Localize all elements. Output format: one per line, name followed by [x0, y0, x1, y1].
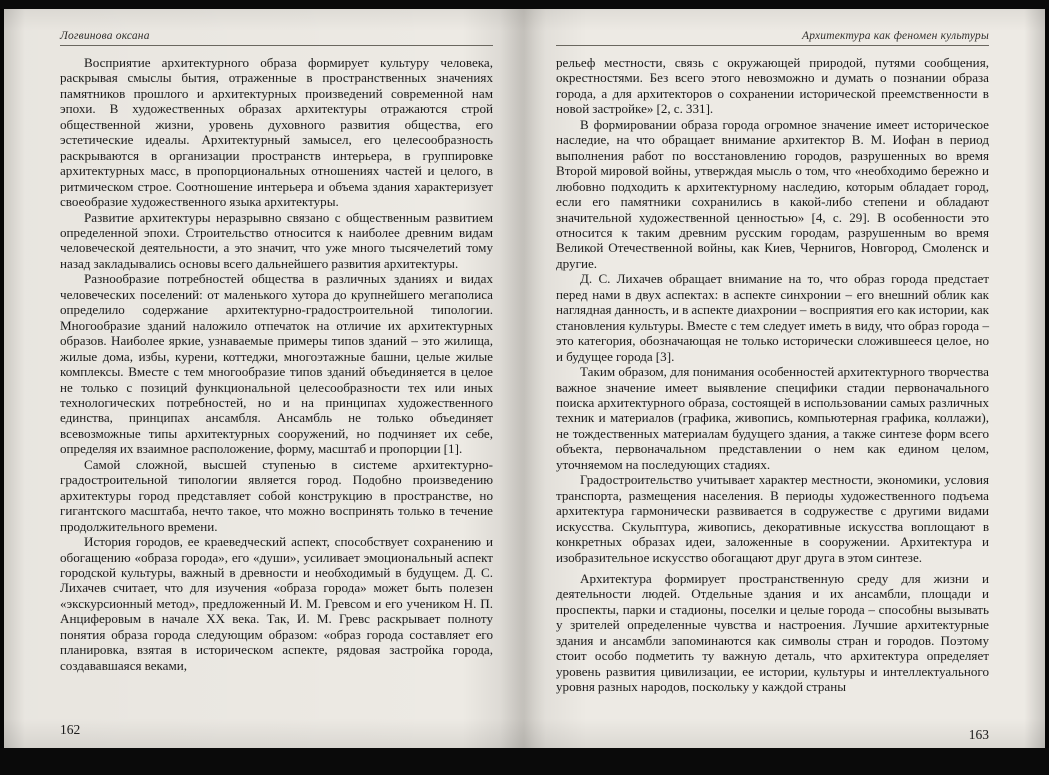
paragraph: Самой сложной, высшей ступенью в системе архитектурно-градостроительной типологии является город. Подобно произведению архитектуры город представляет собой конструкцию в пространстве, но гигантского масштаба, нечто такое, что можно воспринять только в течение продолжительного времени.: [60, 456, 493, 534]
paragraph: Таким образом, для понимания особенностей архитектурного творчества важное значение имеет выявление специфики стадии первоначального поиска архитектурного образа, состоящей в использовании самых различных техник и материалов (графика, живопись, компьютерная графика, коллажи), не тождественных материалам будущего здания, а также синтезе форм всего объекта, первоначальном представлении о нем как едином целом, уточняемом на последующих стадиях.: [556, 364, 989, 472]
right-page-body: [556, 55, 989, 695]
paragraph: Развитие архитектуры неразрывно связано с общественным развитием определенной эпохи. Строительство относится к наиболее древним видам человеческой деятельности, а это значит, что уже много тысячелетий тому назад закладывались основы всего дальнейшего развития архитектуры.: [60, 209, 493, 271]
right-page: [556, 30, 989, 695]
page-number-right: 163: [968, 727, 989, 742]
left-page-body: [60, 55, 493, 673]
scan-border-bottom: [0, 748, 1049, 775]
paragraph: Архитектура формирует пространственную среду для жизни и деятельности людей. Отдельные здания и их ансамбли, площади и проспекты, парки и стадионы, поселки и целые города – способны вызывать у зрителей определенные чувства и настроения. Лучшие архитектурные здания и ансамбли запоминаются как символы стран и городов. Поэтому стоит особо подметить ту важную деталь, что архитектура определяет уровень развития цивилизации, ее истории, культуры и интеллектуального уровня разных народов, поскольку у каждой страны: [556, 570, 989, 695]
running-head-author: Логвинова оксана: [60, 30, 493, 46]
paragraph: рельеф местности, связь с окружающей природой, путями сообщения, окрестностями. Без всего этого невозможно и думать о познании образа города, а для архитекторов о сохранении исторической преемственности в новой застройке» [2, с. 331].: [556, 55, 989, 117]
paragraph: Д. С. Лихачев обращает внимание на то, что образ города предстает перед нами в двух аспектах: в аспекте синхронии – его внешний облик как наглядная данность, и в аспекте диахронии – восприятия его как истории, как становления культуры. Вместе с тем следует иметь в виду, что образ города – это категория, обозначающая не только исторически сложившееся целое, но и будущее города [3].: [556, 271, 989, 364]
paragraph: Восприятие архитектурного образа формирует культуру человека, раскрывая смыслы бытия, отраженные в пространственных значениях памятников прошлого и архитектурных произведений современной нам эпохи. В художественных образах архитектуры отражаются строй общественной жизни, уровень духовного развития общества, его эстетические идеалы. Архитектурный замысел, его целесообразность раскрываются в организации пространств интерьера, в группировке архитектурных масс, в пропорциональных отношениях частей и целого, в ритмическом строе. Соотношение интерьера и объема здания характеризует своеобразие художественного языка архитектуры.: [60, 55, 493, 210]
paragraph: Градостроительство учитывает характер местности, экономики, условия транспорта, размещения населения. В периоды художественного подъема архитектура гармонически развивается в содружестве с другими видами искусства. Скульптура, живопись, декоративные искусства воплощают в конкретных образах идеи, заложенные в сооружении. Архитектура и изобразительное искусство обогащают друг друга в этом синтезе.: [556, 472, 989, 565]
paragraph: История городов, ее краеведческий аспект, способствует сохранению и обогащению «образа города», его «души», усиливает эмоциональный аспект городской культуры, важный в древности и необходимый в будущем. Д. С. Лихачев считает, что для изучения «образа города» может быть полезен «экскурсионный метод», предложенный И. М. Гревсом и его учеником Н. П. Анциферовым в начале XX века. Так, И. М. Гревс раскрывает полноту понятия образа города следующим образом: «образ города составляет его планировка, взятая в историческом аспекте, рядовая застройка города, создававшаяся веками,: [60, 534, 493, 673]
left-page: [60, 30, 493, 673]
paragraph: Разнообразие потребностей общества в различных зданиях и видах человеческих поселений: от маленького хутора до крупнейшего мегаполиса определило содержание архитектурно-градостроительной типологии. Многообразие зданий наложило отпечаток на отличие их архитектурных образов. Наиболее яркие, узнаваемые примеры типов зданий – это жилища, жилые дома, избы, курени, коттеджи, многоэтажные башни, целые жилые комплексы. Вместе с тем многообразие типов зданий объединяется в целое не только с позиций функциональной целесообразности тех или иных технологических потребностей, но и на принципах художественного единства, принципах ансамбля. Ансамбль не только объединяет всевозможные типы архитектурных сооружений, но подчиняет их себе, определяя их взаимное расположение, форму, масштаб и пропорции [1].: [60, 271, 493, 457]
page-number-left: 162: [60, 722, 81, 737]
scan-border-top: [0, 0, 1049, 9]
running-head-chapter: Архитектура как феномен культуры: [556, 30, 989, 46]
paragraph: В формировании образа города огромное значение имеет историческое наследие, на что обращает внимание архитектор В. М. Иофан в период выполнения работ по восстановлению городов, разрушенных во время Второй мировой войны, утверждая мысль о том, что «необходимо бережно и любовно подходить к архитектурному наследию, которым обладает город, если его памятники сохранились в какой-либо степени и обладают значительной художественной ценностью» [4, с. 29]. В особенности это относится к таким древним русским городам, разрушенным во время Великой Отечественной войны, как Киев, Чернигов, Новгород, Смоленск и другие.: [556, 116, 989, 271]
